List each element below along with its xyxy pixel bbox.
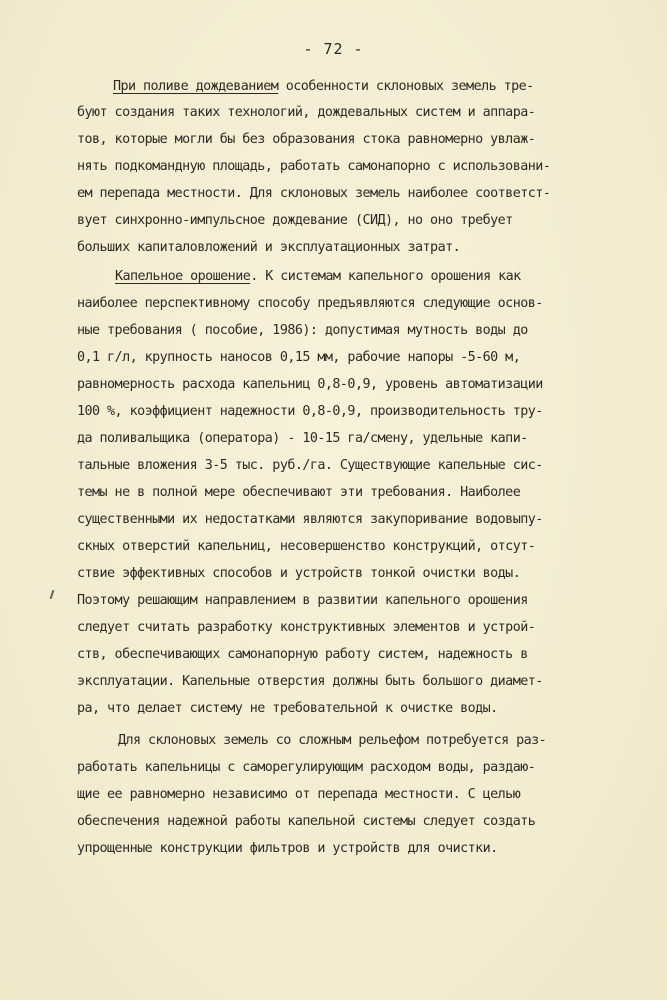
text-line: тов, которые могли бы без образования стока равномерно увлаж- <box>77 132 536 147</box>
text-line: существенными их недостатками являются закупоривание водовыпу- <box>77 512 543 527</box>
text-line: нять подкомандную площадь, работать самонапорно с использовани- <box>77 159 551 174</box>
text-line: упрощенные конструкции фильтров и устройств для очистки. <box>77 841 498 856</box>
pencil-mark <box>50 590 55 599</box>
text-line: щие ее равномерно независимо от перепада местности. С целью <box>77 787 521 802</box>
text-line: эксплуатации. Капельные отверстия должны быть большого диамет- <box>77 674 543 689</box>
text-line: ем перепада местности. Для склоновых земель наиболее соответст- <box>77 186 551 201</box>
text-line: тальные вложения 3-5 тыс. руб./га. Существующие капельные сис- <box>77 458 543 473</box>
text-line: вует синхронно-импульсное дождевание (СИД), но оно требует <box>77 213 513 228</box>
page-number: - 72 - <box>303 40 364 58</box>
text-line: Поэтому решающим направлением в развитии капельного орошения <box>77 593 528 608</box>
text-line: ствие эффективных способов и устройств тонкой очистки воды. <box>77 566 521 581</box>
text-line: 0,1 г/л, крупность наносов 0,15 мм, рабочие напоры -5-60 м, <box>77 350 521 365</box>
text-line: ра, что делает систему не требовательной к очистке воды. <box>77 701 498 716</box>
text-line: следует считать разработку конструктивных элементов и устрой- <box>77 620 536 635</box>
text-line: ные требования ( пособие, 1986): допустимая мутность воды до <box>77 323 528 338</box>
text-line: скных отверстий капельниц, несовершенство конструкций, отсут- <box>77 539 536 554</box>
text-line: больших капиталовложений и эксплуатационных затрат. <box>77 240 461 255</box>
section-heading-sprinkling: При поливе дождеванием <box>113 79 279 94</box>
text-line: ств, обеспечивающих самонапорную работу систем, надежность в <box>77 647 528 662</box>
text-line: наиболее перспективному способу предъявляются следующие основ- <box>77 296 543 311</box>
text-line: работать капельницы с саморегулирующим расходом воды, раздаю- <box>77 760 536 775</box>
section-heading-drip: Капельное орошение <box>115 269 251 284</box>
text-line: равномерность расхода капельниц 0,8-0,9, уровень автоматизации <box>77 377 543 392</box>
text-line: 100 %, коэффициент надежности 0,8-0,9, производительность тру- <box>77 404 543 419</box>
text-line: Для склоновых земель со сложным рельефом потребуется раз- <box>118 733 547 748</box>
text-line: буют создания таких технологий, дождевальных систем и аппара- <box>77 105 536 120</box>
text-line: темы не в полной мере обеспечивают эти требования. Наиболее <box>77 485 521 500</box>
text-line: да поливальщика (оператора) - 10-15 га/смену, удельные капи- <box>77 431 528 446</box>
text-line: Капельное орошение. К системам капельного орошения как <box>115 269 521 284</box>
text-line: При поливе дождеванием особенности склоновых земель тре- <box>113 79 534 94</box>
text-line: обеспечения надежной работы капельной системы следует создать <box>77 814 536 829</box>
